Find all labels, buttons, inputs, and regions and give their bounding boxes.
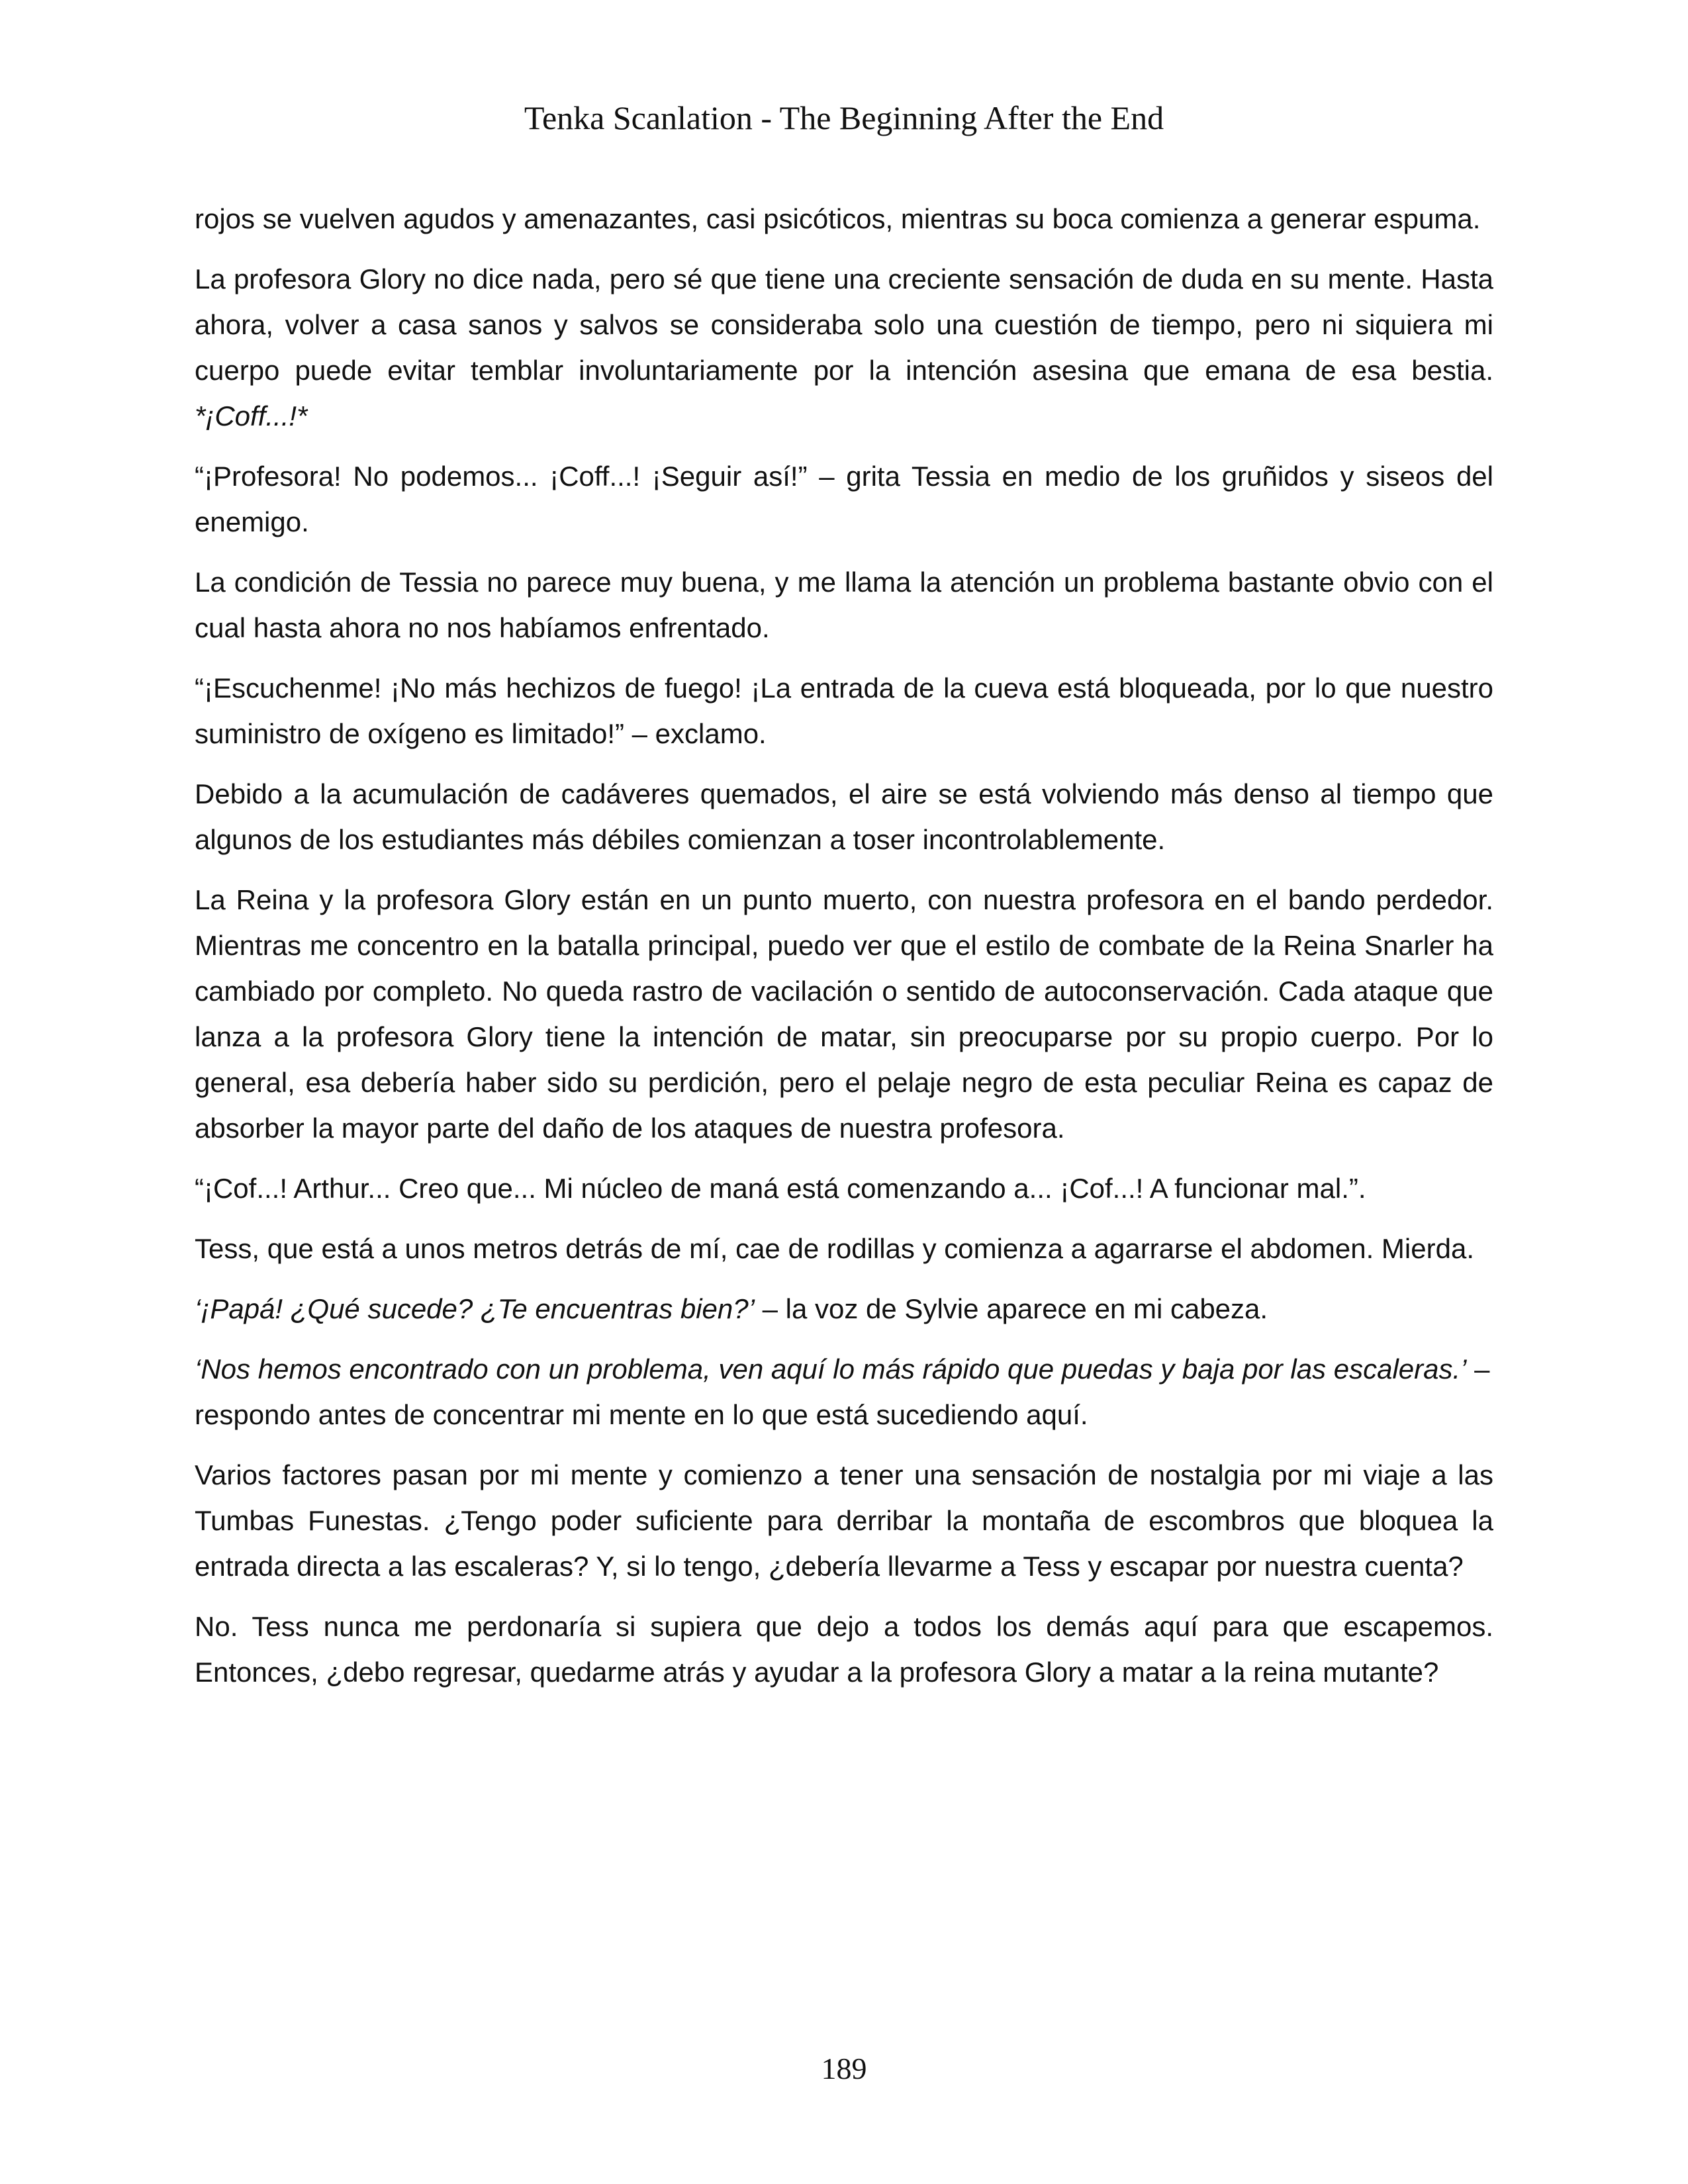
paragraph: ‘¡Papá! ¿Qué sucede? ¿Te encuentras bien?’ – la voz de Sylvie aparece en mi cabeza. <box>195 1293 1268 1324</box>
header-title: Tenka Scanlation - The Beginning After the End <box>524 99 1164 136</box>
paragraph: La condición de Tessia no parece muy buena, y me llama la atención un problema bastante obvio con el cual hasta ahora no nos habíamos enfrentado. <box>195 567 1493 643</box>
paragraph: La Reina y la profesora Glory están en un punto muerto, con nuestra profesora en el bando perdedor. Mientras me concentro en la batalla principal, puedo ver que el estilo de combate de la Reina Snarler ha cambiado por completo. No queda rastro de vacilación o sentido de autoconservación. Cada ataque que lanza a la profesora Glory tiene la intención de matar, sin preocuparse por su propio cuerpo. Por lo general, esa debería haber sido su perdición, pero el pelaje negro de esta peculiar Reina es capaz de absorber la mayor parte del daño de los ataques de nuestra profesora. <box>195 884 1493 1144</box>
paragraph: Varios factores pasan por mi mente y comienzo a tener una sensación de nostalgia por mi viaje a las Tumbas Funestas. ¿Tengo poder suficiente para derribar la montaña de escombros que bloquea la entrada directa a las escaleras? Y, si lo tengo, ¿debería llevarme a Tess y escapar por nuestra cuenta? <box>195 1459 1493 1582</box>
paragraph: Debido a la acumulación de cadáveres quemados, el aire se está volviendo más denso al tiempo que algunos de los estudiantes más débiles comienzan a toser incontrolablemente. <box>195 778 1493 855</box>
paragraph: “¡Cof...! Arthur... Creo que... Mi núcleo de maná está comenzando a... ¡Cof...! A funcionar mal.”. <box>195 1173 1366 1204</box>
paragraph: “¡Profesora! No podemos... ¡Coff...! ¡Seguir así!” – grita Tessia en medio de los gruñidos y siseos del enemigo. <box>195 461 1493 537</box>
paragraph: No. Tess nunca me perdonaría si supiera que dejo a todos los demás aquí para que escapemos. Entonces, ¿debo regresar, quedarme atrás y ayudar a la profesora Glory a matar a la reina mutante? <box>195 1611 1493 1688</box>
paragraph: ‘Nos hemos encontrado con un problema, ven aquí lo más rápido que puedas y baja por las escaleras.’ – respondo antes de concentrar mi mente en lo que está sucediendo aquí. <box>195 1353 1490 1430</box>
page-body <box>195 196 1493 1709</box>
paragraph: La profesora Glory no dice nada, pero sé que tiene una creciente sensación de duda en su mente. Hasta ahora, volver a casa sanos y salvos se consideraba solo una cuestión de tiempo, pero ni siquiera mi cuerpo puede evitar temblar involuntariamente por la intención asesina que emana de esa bestia. *¡Coff...!* <box>195 263 1493 432</box>
emphasis-text: ‘Nos hemos encontrado con un problema, ven aquí lo más rápido que puedas y baja por las escaleras.’ <box>195 1353 1467 1385</box>
paragraph: rojos se vuelven agudos y amenazantes, casi psicóticos, mientras su boca comienza a generar espuma. <box>195 203 1481 234</box>
running-header <box>0 98 1688 138</box>
emphasis-text: *¡Coff...!* <box>195 400 308 432</box>
page-number: 189 <box>821 2052 867 2085</box>
page-footer <box>0 2050 1688 2087</box>
paragraph: “¡Escuchenme! ¡No más hechizos de fuego! ¡La entrada de la cueva está bloqueada, por lo que nuestro suministro de oxígeno es limitado!” – exclamo. <box>195 672 1493 749</box>
emphasis-text: ‘¡Papá! ¿Qué sucede? ¿Te encuentras bien?’ <box>195 1293 755 1324</box>
paragraph: Tess, que está a unos metros detrás de mí, cae de rodillas y comienza a agarrarse el abdomen. Mierda. <box>195 1233 1474 1264</box>
